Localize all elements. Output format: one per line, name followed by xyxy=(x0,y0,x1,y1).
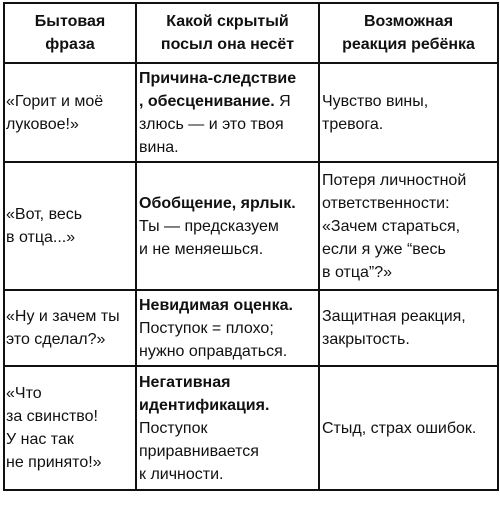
reaction-line: Чувство вины, xyxy=(322,92,429,110)
reaction-line: если я уже “весь xyxy=(322,240,446,258)
phrase-cell xyxy=(4,162,136,290)
header-phrase xyxy=(4,3,136,63)
reaction-line: Потеря личностной xyxy=(322,171,467,189)
header-message-line: посыл она несёт xyxy=(160,36,295,53)
message-line: к личности. xyxy=(139,465,224,483)
reaction-cell xyxy=(319,290,498,366)
phrase-line: У нас так xyxy=(6,431,74,448)
reaction-line: закрытость. xyxy=(322,331,410,348)
table-row xyxy=(4,290,498,366)
message-bold-line: Обобщение, ярлык. xyxy=(139,194,296,212)
comparison-table xyxy=(3,2,499,491)
message-line: приравнивается xyxy=(139,442,259,460)
phrase-line: «Вот, весь xyxy=(6,206,83,223)
message-bold-line: Причина-следствие xyxy=(139,69,297,87)
header-phrase-line: Бытовая xyxy=(34,13,106,30)
message-line: злюсь — и это твоя xyxy=(139,115,284,133)
header-message xyxy=(136,3,319,63)
message-bold-line: Негативная xyxy=(139,373,231,391)
phrase-line: это сделал?» xyxy=(6,331,106,348)
phrase-line: луковое!» xyxy=(6,115,79,133)
phrase-line: не принято!» xyxy=(6,454,102,471)
message-line: и не меняешься. xyxy=(139,240,264,258)
reaction-line: в отца”?» xyxy=(322,263,393,281)
reaction-line: тревога. xyxy=(322,115,384,133)
phrase-cell xyxy=(4,366,136,490)
reaction-cell xyxy=(319,162,498,290)
table-row xyxy=(4,162,498,290)
reaction-cell xyxy=(319,366,498,490)
phrase-cell xyxy=(4,290,136,366)
table-row xyxy=(4,366,498,490)
table-row xyxy=(4,63,498,162)
reaction-line: Защитная реакция, xyxy=(322,308,466,325)
header-reaction xyxy=(319,3,498,63)
message-line: Ты — предсказуем xyxy=(139,217,279,235)
message-cell xyxy=(136,162,319,290)
phrase-line: за свинство! xyxy=(6,408,98,425)
phrase-cell xyxy=(4,63,136,162)
header-reaction-line: Возможная xyxy=(363,13,454,30)
message-cell xyxy=(136,290,319,366)
reaction-line: ответственности: xyxy=(322,194,450,212)
message-bold-line: Невидимая оценка. xyxy=(139,296,293,314)
message-line: вина. xyxy=(139,138,179,156)
message-line: нужно оправдаться. xyxy=(139,342,288,360)
header-row xyxy=(4,3,498,63)
phrase-line: «Горит и моё xyxy=(6,92,104,110)
message-cell xyxy=(136,366,319,490)
message-line: Поступок xyxy=(139,419,208,437)
message-inline-tail: Я xyxy=(274,92,291,110)
message-bold-part: , обесценивание. xyxy=(139,92,275,110)
message-mixed-line xyxy=(139,90,316,113)
reaction-line: Стыд, страх ошибок. xyxy=(322,419,477,437)
reaction-line: «Зачем стараться, xyxy=(322,217,461,235)
phrase-line: в отца...» xyxy=(6,229,76,246)
phrase-line: «Ну и зачем ты xyxy=(6,308,120,325)
header-message-line: Какой скрытый xyxy=(166,13,289,30)
message-line: Поступок = плохо; xyxy=(139,319,274,337)
reaction-cell xyxy=(319,63,498,162)
header-reaction-line: реакция ребёнка xyxy=(342,36,475,53)
message-cell xyxy=(136,63,319,162)
message-bold-line: идентификация. xyxy=(139,396,270,414)
phrase-line: «Что xyxy=(6,385,42,402)
header-phrase-line: фраза xyxy=(45,36,95,53)
